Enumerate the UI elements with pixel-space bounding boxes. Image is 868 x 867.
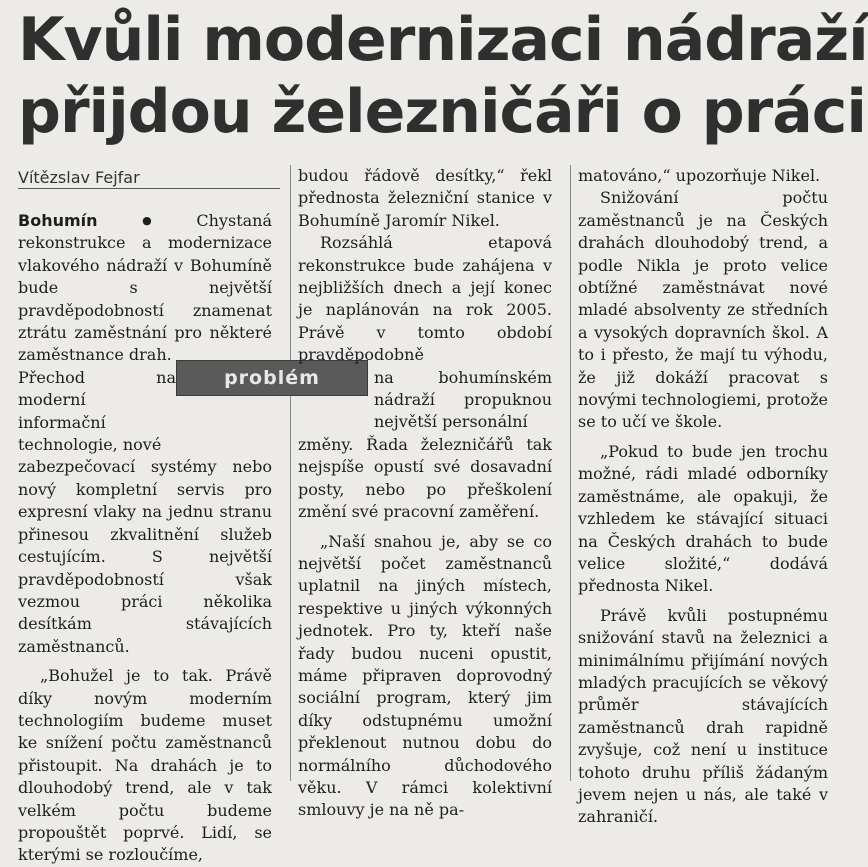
column-divider-2	[570, 165, 571, 781]
paragraph	[578, 441, 828, 598]
headline-line-2: přijdou železničáři o práci	[18, 77, 866, 147]
paragraph-text: Snižování počtu zaměstnanců je na Českých drahách dlouhodobý trend, a podle Nikla je proto velice obtížné zaměstnávat nové mladé absolventy ze středních a vysokých dopravních škol. A to i přesto, že mají tu výhodu, že již dokáží pracovat s novými technologiemi, protože se to učí ve škole.	[578, 188, 829, 432]
column-divider-1	[290, 165, 291, 781]
paragraph-text: na bohumínském nádraží propuknou největší personální	[374, 367, 552, 432]
paragraph	[578, 605, 828, 829]
bullet-icon: ●	[101, 214, 193, 227]
paragraph-text: Přechod na moderní informační technologie, nové	[18, 367, 176, 455]
paragraph-text: Právě kvůli postupnému snižování stavů na železnici a minimálnímu přijímání nových mladých pracujících se věkový průměr stávajících zaměstnanců drah rapidně zvyšuje, což není u instituce tohoto druhu příliš žádaným jevem nejen u nás, ale také v zahraničí.	[578, 605, 828, 827]
paragraph	[298, 232, 552, 366]
headline-line-1: Kvůli modernizaci nádraží	[18, 5, 868, 75]
paragraph-text: zabezpečovací systémy nebo nový kompletní servis pro expresní vlaky na jednu stranu přinesou zkvalitnění služeb cestujícím. S největší pravděpodobností však vezmou práci několika desítkám stávajících zaměstnanců.	[18, 457, 272, 656]
paragraph-text: „Pokud to bude jen trochu možné, rádi mladé odborníky zaměstnáme, ale opakuji, že vzhledem ke stávající situaci na Českých drahách to bude velice složité,“ dodává přednosta Nikel.	[578, 441, 828, 596]
paragraph	[18, 456, 272, 658]
byline: Vítězslav Fejfar	[18, 168, 140, 187]
paragraph-text: budou řádově desítky,“ řekl přednosta železniční stanice v Bohumíně Jaromír Nikel.	[298, 166, 552, 230]
paragraph	[298, 434, 552, 524]
paragraph-text: „Naší snahou je, aby se co největší počet zaměstnanců uplatnil na jiných místech, respektive u jiných výkonných jednotek. Pro ty, kteří naše řady budou nuceni opustit, máme připraven doprovodný sociální program, který jim díky odstupnému umožní překlenout nutnou dobu do normálního důchodového věku. V rámci kolektivní smlouvy je na ně pa-	[298, 531, 552, 820]
paragraph-text: Chystaná rekonstrukce a modernizace vlakového nádraží v Bohumíně bude s největší pravděpodobností znamenat ztrátu zaměstnání pro některé zaměstnance drah.	[18, 211, 272, 365]
article-column-2	[298, 165, 552, 820]
paragraph	[18, 665, 272, 867]
paragraph-text: matováno,“ upozorňuje Nikel.	[578, 166, 821, 185]
paragraph	[298, 165, 552, 232]
paragraph-text: změny. Řada železničářů tak nejspíše opustí své dosavadní posty, nebo po přeškolení změní své pracovní zaměření.	[298, 434, 552, 522]
headline	[18, 4, 868, 148]
byline-rule	[18, 188, 280, 189]
callout-label: problém	[224, 367, 320, 389]
dateline: Bohumín	[18, 211, 98, 230]
paragraph	[298, 367, 552, 434]
paragraph	[578, 165, 828, 187]
article-column-1	[18, 210, 272, 865]
paragraph	[578, 187, 828, 433]
paragraph-text: Rozsáhlá etapová rekonstrukce bude zahájena v nejbližších dnech a její konec je naplánován na rok 2005. Právě v tomto období pravděpodobně	[298, 233, 552, 365]
paragraph-text: „Bohužel je to tak. Právě díky novým moderním technologiím budeme muset ke snížení počtu zaměstnanců přistoupit. Na drahách je to dlouhodobý trend, ale v tak velkém počtu budeme propouštět poprvé. Lidí, se kterými se rozloučíme,	[18, 666, 272, 865]
paragraph	[18, 210, 272, 367]
article-column-3	[578, 165, 829, 827]
paragraph	[298, 531, 552, 822]
